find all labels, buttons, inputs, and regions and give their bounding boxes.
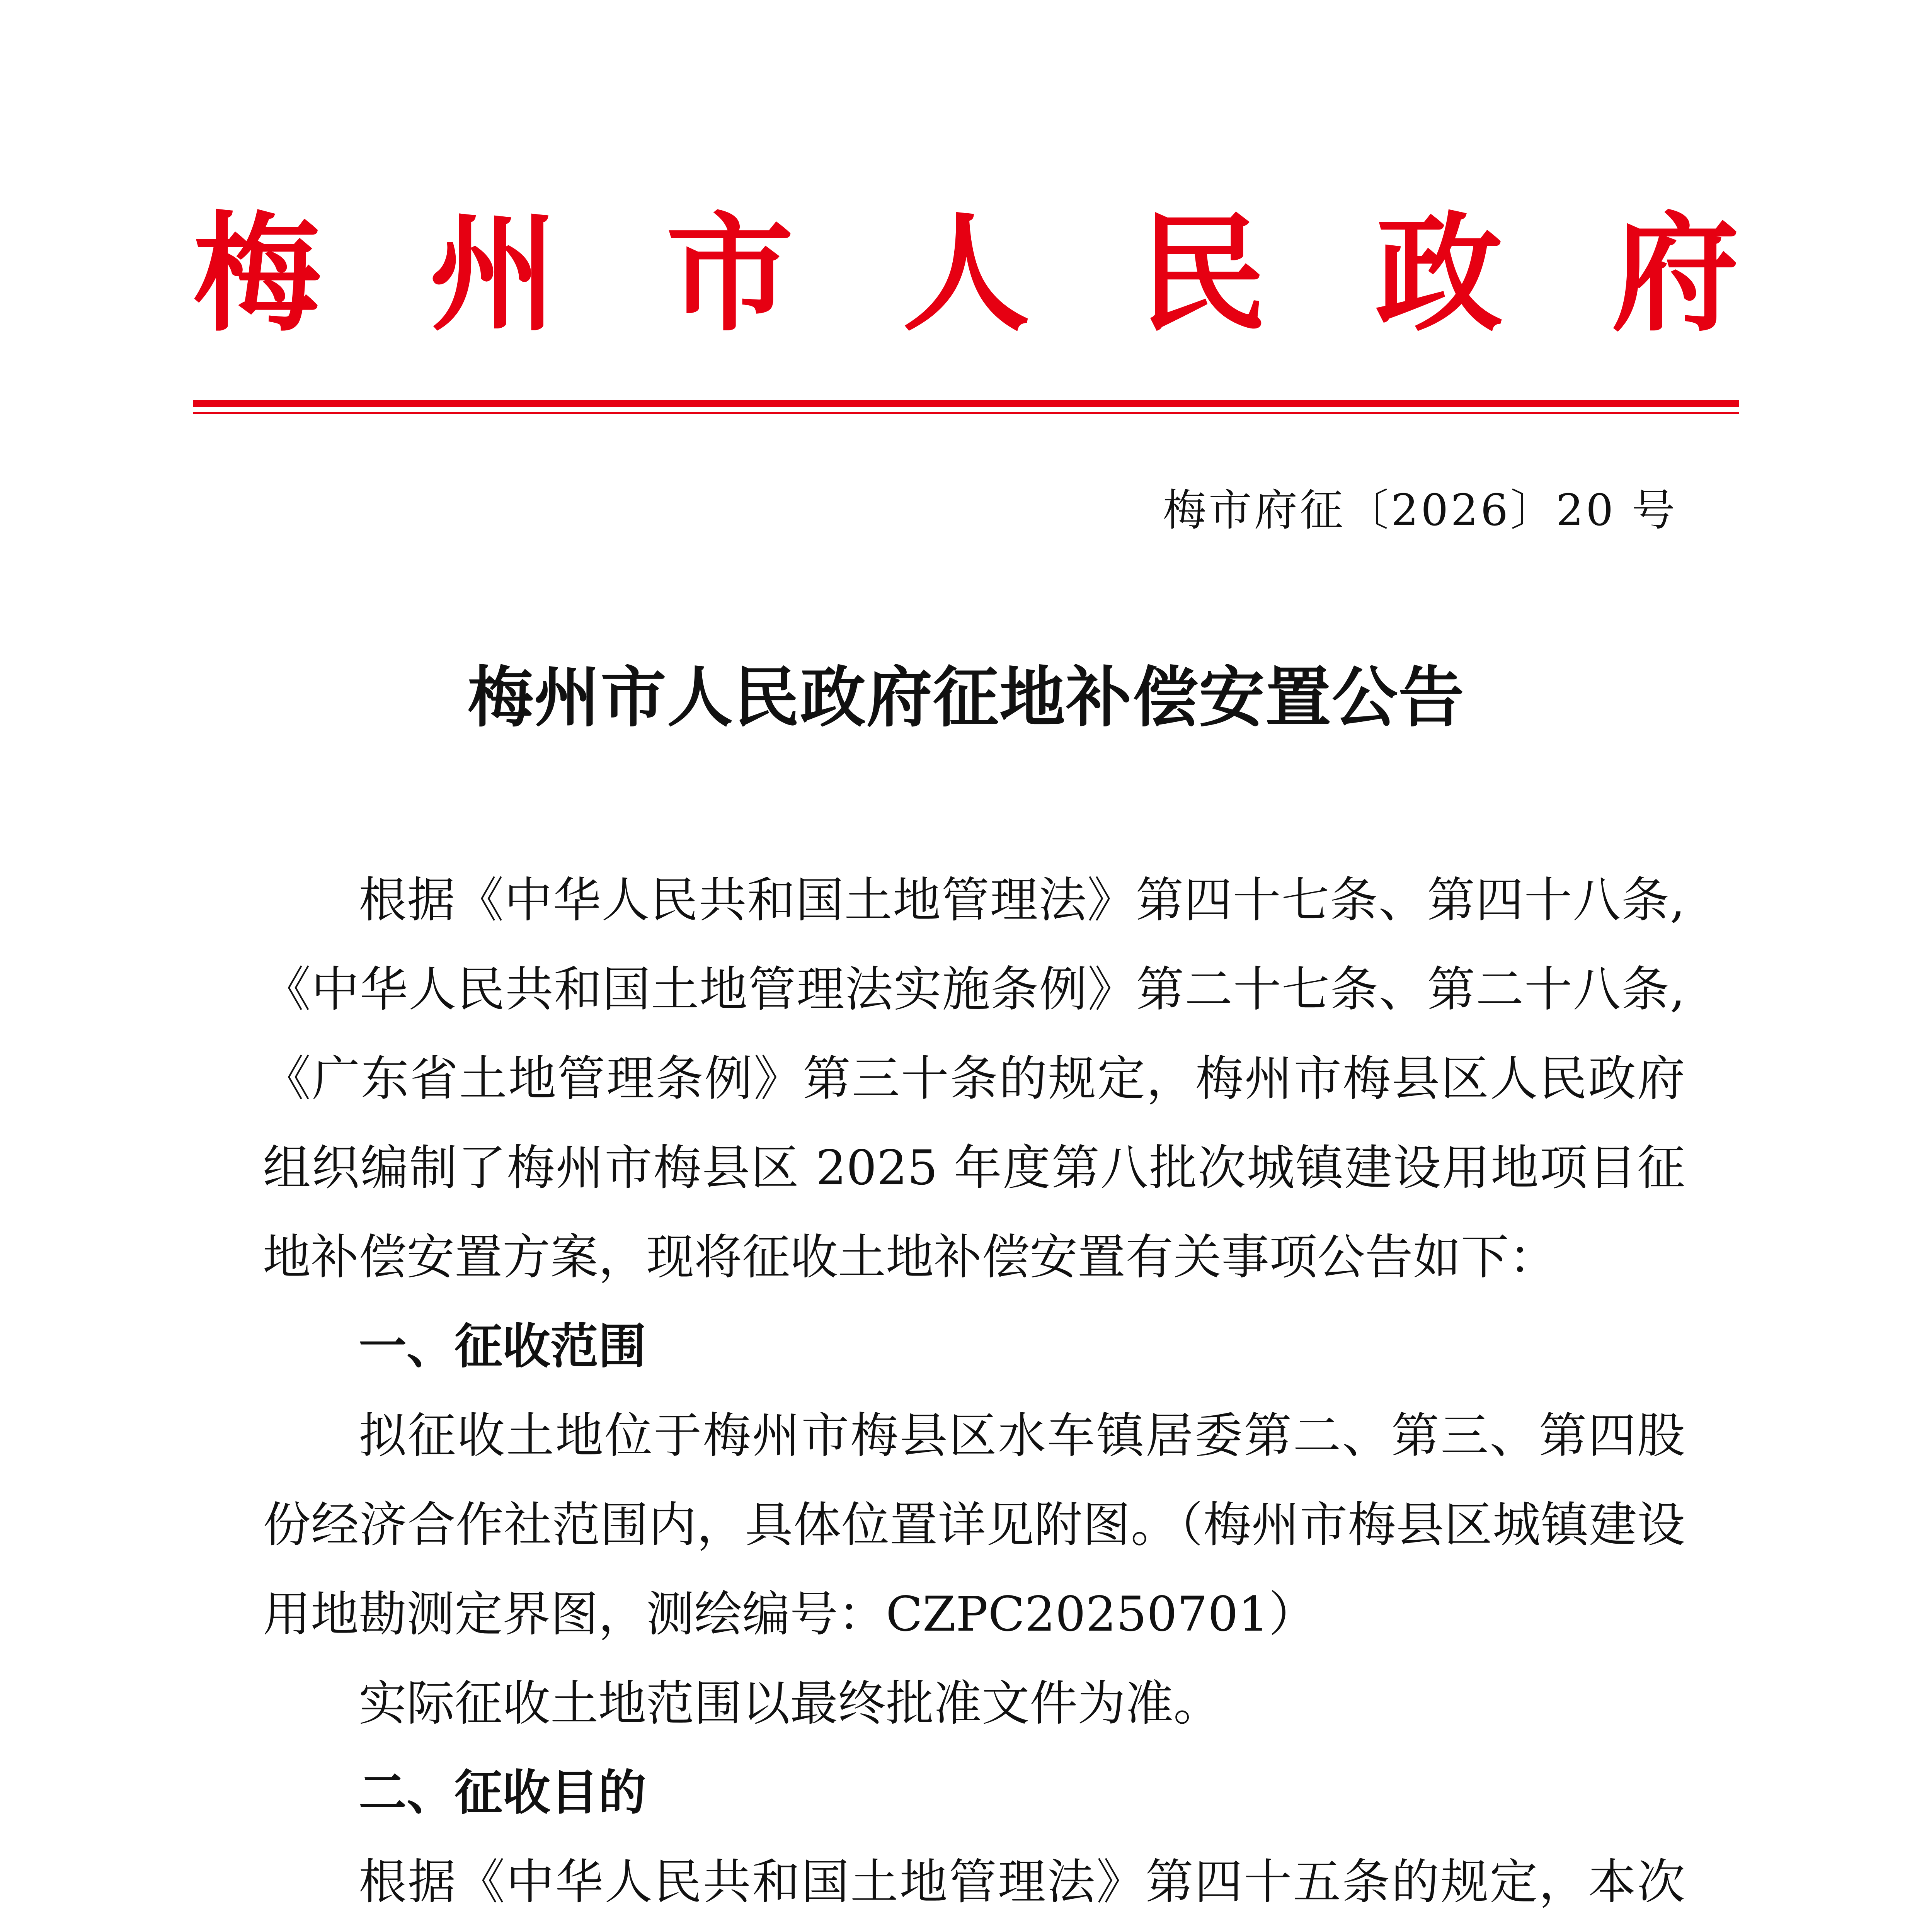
masthead-char: 梅 [193, 200, 321, 349]
document-title: 梅州市人民政府征地补偿安置公告 [467, 659, 1465, 736]
masthead-char: 人 [902, 200, 1030, 349]
masthead-char: 民 [1139, 200, 1267, 349]
masthead-char: 州 [429, 200, 557, 349]
red-separator-thin [193, 412, 1739, 414]
masthead-org-name [193, 170, 1739, 379]
document-body [263, 856, 1685, 1932]
intro-paragraph: 根据《中华人民共和国土地管理法》第四十七条、第四十八条,《中华人民共和国土地管理法实施条例》第二十七条、第二十八条,《广东省土地管理条例》第三十条的规定，梅州市梅县区人民政府组织编制了梅州市梅县区 2025 年度第八批次城镇建设用地项目征地补偿安置方案，现将征收土地补偿安置有关事项公告如下： [263, 872, 1685, 1285]
masthead-char: 府 [1611, 200, 1739, 349]
document-number: 梅市府征〔2026〕20 号 [1163, 485, 1677, 536]
red-separator-thick [193, 400, 1739, 407]
section-heading: 一、征收范围 [359, 1319, 647, 1374]
body-paragraph: 实际征收土地范围以最终批准文件为准。 [359, 1676, 1222, 1731]
section-heading: 二、征收目的 [359, 1765, 647, 1821]
masthead-char: 政 [1375, 200, 1503, 349]
masthead-char: 市 [666, 200, 794, 349]
body-paragraph: 拟征收土地位于梅州市梅县区水车镇居委第二、第三、第四股份经济合作社范围内，具体位置详见附图。（梅州市梅县区城镇建设用地勘测定界图，测绘编号：CZPC20250701） [263, 1408, 1685, 1642]
body-paragraph: 根据《中华人民共和国土地管理法》第四十五条的规定，本次 [359, 1854, 1685, 1910]
